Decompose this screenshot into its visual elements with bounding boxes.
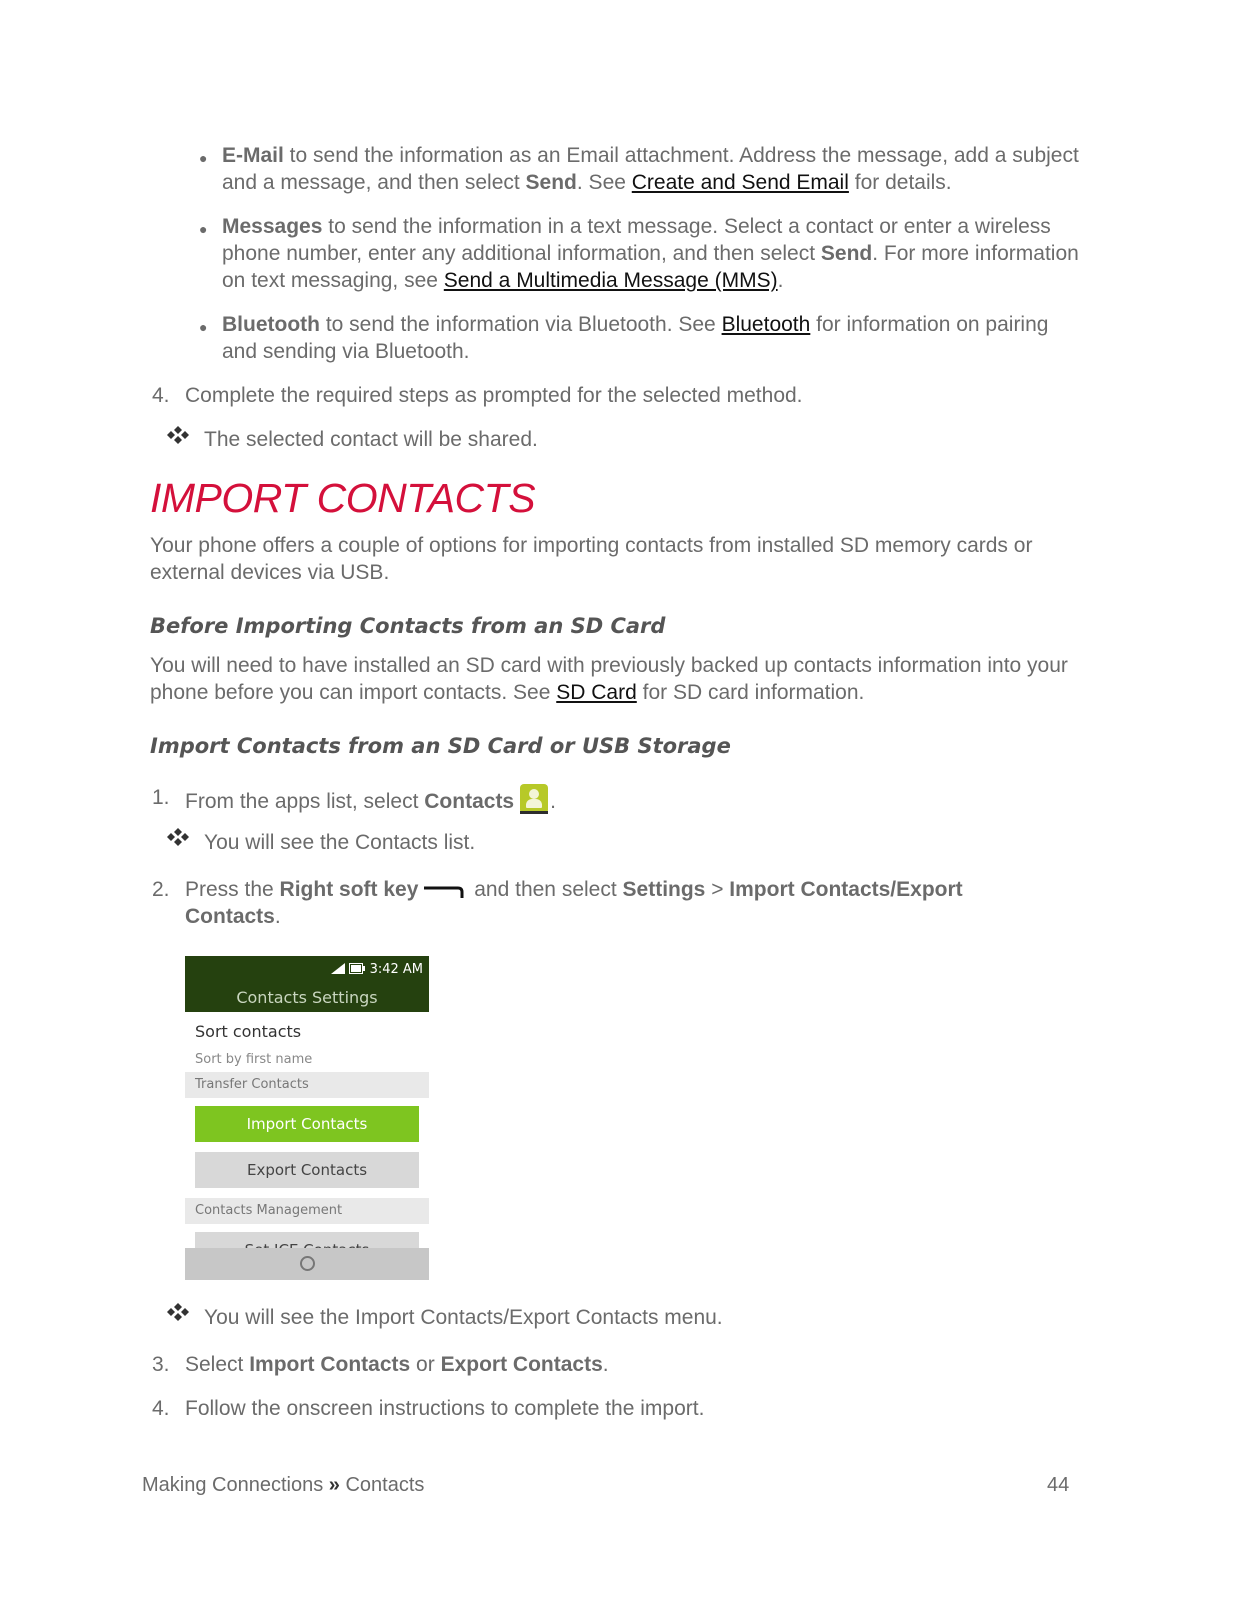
phone-screenshot <box>185 956 429 1280</box>
bold-label: Bluetooth <box>222 313 320 336</box>
text: for SD card information. <box>636 681 865 704</box>
sort-contacts-label[interactable]: Sort contacts <box>195 1022 302 1041</box>
step-text: Complete the required steps as prompted for the selected method. <box>185 384 803 407</box>
text: . <box>274 905 281 928</box>
footer-breadcrumb <box>142 1472 424 1499</box>
bold-label: Import Contacts <box>249 1353 411 1376</box>
phone-title: Contacts Settings <box>236 988 378 1007</box>
page-number: 44 <box>1047 1474 1070 1496</box>
text: . <box>602 1353 609 1376</box>
step-number: 3. <box>152 1353 170 1376</box>
text: to send the information via Bluetooth. See <box>319 313 722 336</box>
footer-section: Contacts <box>345 1474 425 1496</box>
link-create-send-email[interactable]: Create and Send Email <box>631 171 849 194</box>
text: . <box>777 269 784 292</box>
text: You will need to have installed an SD card with previously backed up contacts information into your phone before you can import contacts. See <box>150 654 1068 704</box>
text: Press the <box>185 878 280 901</box>
section-heading: IMPORT CONTACTS <box>150 475 536 521</box>
note-import-export-menu: You will see the Import Contacts/Export Contacts menu. <box>204 1306 723 1329</box>
text: to send the information as an Email attachment. Address the message, add a subject and a message, and then select <box>222 144 1079 194</box>
bullet-dot: ● <box>199 319 208 335</box>
link-send-mms[interactable]: Send a Multimedia Message (MMS) <box>443 269 778 292</box>
step-text <box>185 876 985 930</box>
link-bluetooth[interactable]: Bluetooth <box>721 313 811 336</box>
intro-paragraph: Your phone offers a couple of options for importing contacts from installed SD memory cards or external devices via USB. <box>150 534 1033 584</box>
text: . <box>550 790 556 813</box>
footer-separator: » <box>328 1474 340 1496</box>
step-number: 1. <box>152 786 170 809</box>
contacts-app-icon <box>520 784 548 814</box>
bold-label: Right soft key <box>279 878 419 901</box>
step-number: 4. <box>152 1397 170 1420</box>
bold-label: Send <box>525 171 577 194</box>
export-contacts-button[interactable]: Export Contacts <box>195 1152 419 1188</box>
diamond-bullet-icon <box>166 425 190 445</box>
text: > <box>705 878 730 901</box>
note-shared: The selected contact will be shared. <box>204 428 538 451</box>
step-number: 4. <box>152 384 170 407</box>
import-contacts-button[interactable]: Import Contacts <box>195 1106 419 1142</box>
bold-label: E-Mail <box>222 144 284 167</box>
text: to send the information in a text message. Select a contact or enter a wireless phone number, enter any additional information, and then select <box>222 215 1051 265</box>
link-sd-card[interactable]: SD Card <box>556 681 637 704</box>
text: . See <box>576 171 632 194</box>
step-text <box>185 784 1065 815</box>
before-import-paragraph <box>150 652 1080 706</box>
step-text <box>185 1351 1065 1378</box>
section-contacts-management: Contacts Management <box>185 1198 429 1224</box>
step-text: Follow the onscreen instructions to complete the import. <box>185 1397 705 1420</box>
step-number: 2. <box>152 878 170 901</box>
bullet-dot: ● <box>199 221 208 237</box>
section-transfer-contacts: Transfer Contacts <box>185 1072 429 1098</box>
text: . For more information on text messaging, see <box>222 242 1079 292</box>
diamond-bullet-icon <box>166 1302 190 1322</box>
bold-label: Messages <box>222 215 323 238</box>
text: From the apps list, select <box>185 790 425 813</box>
bullet-email <box>222 142 1082 196</box>
phone-header <box>185 956 429 1012</box>
bold-label: Export Contacts <box>440 1353 603 1376</box>
subheading-import-from-sd: Import Contacts from an SD Card or USB Storage <box>150 734 731 758</box>
diamond-bullet-icon <box>166 827 190 847</box>
status-bar <box>331 962 423 978</box>
battery-icon <box>349 963 365 974</box>
subheading-before-import: Before Importing Contacts from an SD Card <box>150 614 666 638</box>
bold-label: Contacts <box>424 790 515 813</box>
footer-chapter: Making Connections <box>142 1474 324 1496</box>
bullet-dot: ● <box>199 150 208 166</box>
text: Select <box>185 1353 250 1376</box>
sort-contacts-value: Sort by first name <box>195 1052 313 1067</box>
bold-label: Settings <box>622 878 706 901</box>
right-soft-key-icon <box>422 883 466 899</box>
phone-bottom-bar <box>185 1248 429 1280</box>
text: and then select <box>468 878 623 901</box>
bullet-bluetooth <box>222 311 1082 365</box>
signal-icon <box>331 963 345 974</box>
bullet-messages <box>222 213 1082 294</box>
text: for information on pairing and sending via Bluetooth. <box>222 313 1049 363</box>
text: for details. <box>848 171 952 194</box>
status-time: 3:42 AM <box>369 962 423 977</box>
bold-label: Send <box>820 242 873 265</box>
home-icon[interactable] <box>300 1256 315 1271</box>
note-contacts-list: You will see the Contacts list. <box>204 831 476 854</box>
text: or <box>410 1353 441 1376</box>
bold-label: Import Contacts/Export Contacts <box>185 878 963 928</box>
